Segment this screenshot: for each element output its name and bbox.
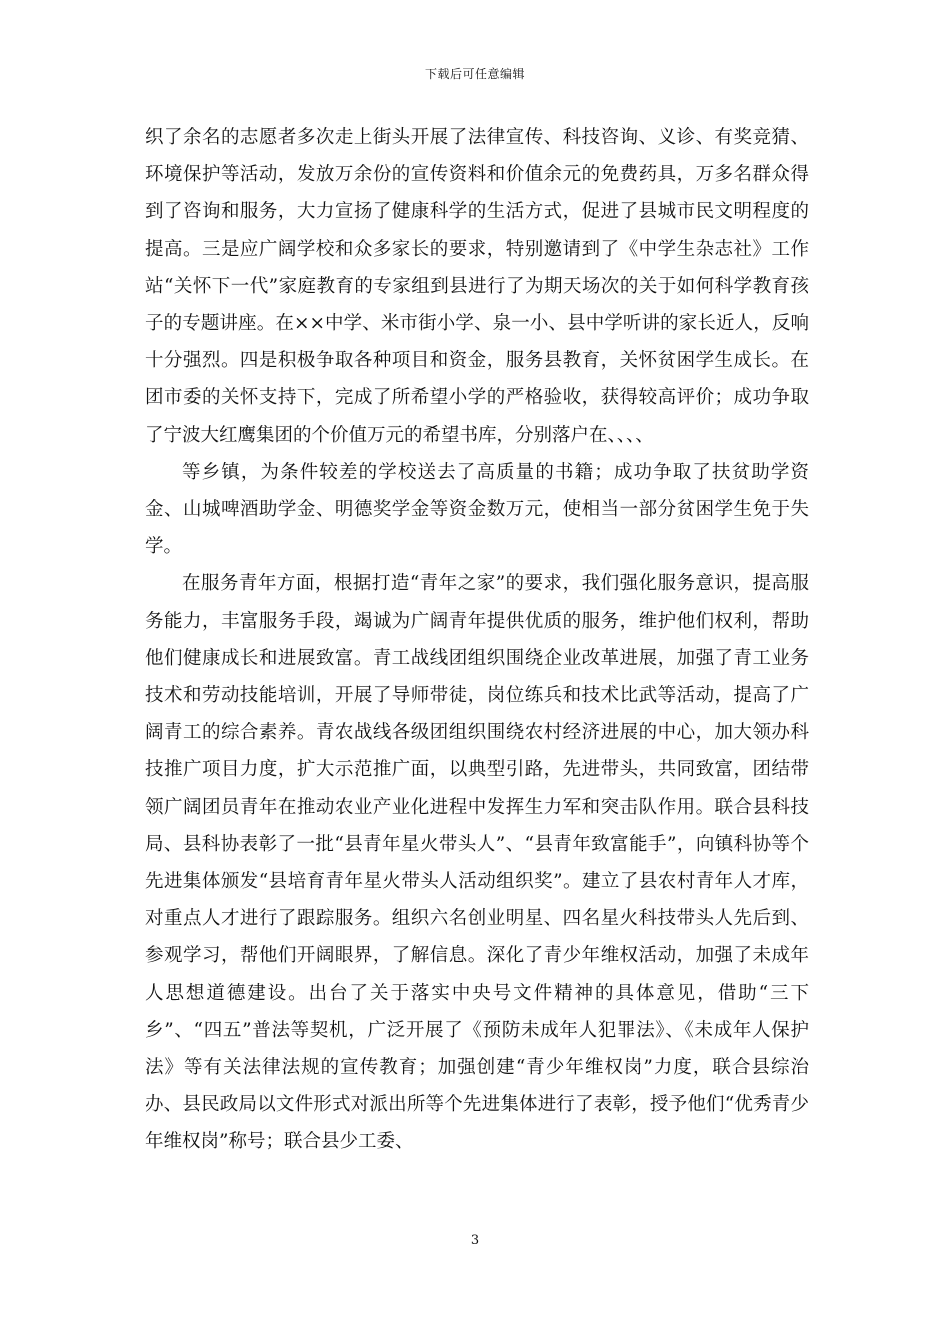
paragraph-continuation: 织了余名的志愿者多次走上街头开展了法律宣传、科技咨询、义诊、有奖竞猜、环境保护等活动，发放万余份的宣传资料和价值余元的免费药具，万多名群众得到了咨询和服务，大力宣扬了健康科学的生活方式，促进了县城市民文明程度的提高。三是应广阔学校和众多家长的要求，特别邀请到了《中学生杂志社》工作站“关怀下一代”家庭教育的专家组到县进行了为期天场次的关于如何科学教育孩子的专题讲座。在××中学、米市街小学、泉一小、县中学听讲的家长近人，反响十分强烈。四是积极争取各种项目和资金，服务县教育，关怀贫困学生成长。在团市委的关怀支持下，完成了所希望小学的严格验收，获得较高评价；成功争取了宁波大红鹰集团的个价值万元的希望书库，分别落户在、、、、 xyxy=(145,127,809,446)
paragraph: 在服务青年方面，根据打造“青年之家”的要求，我们强化服务意识，提高服务能力，丰富服务手段，竭诚为广阔青年提供优质的服务，维护他们权利，帮助他们健康成长和进展致富。青工战线团组织围绕企业改革进展，加强了青工业务技术和劳动技能培训，开展了导师带徒，岗位练兵和技术比武等活动，提高了广阔青工的综合素养。青农战线各级团组织围绕农村经济进展的中心，加大领办科技推广项目力度，扩大示范推广面，以典型引路，先进带头，共同致富，团结带领广阔团员青年在推动农业产业化进程中发挥生力军和突击队作用。联合县科技局、县科协表彰了一批“县青年星火带头人”、“县青年致富能手”，向镇科协等个先进集体颁发“县培育青年星火带头人活动组织奖”。建立了县农村青年人才库，对重点人才进行了跟踪服务。组织六名创业明星、四名星火科技带头人先后到、参观学习，帮他们开阔眼界，了解信息。深化了青少年维权活动，加强了未成年人思想道德建设。出台了关于落实中央号文件精神的具体意见，借助“三下乡”、“四五”普法等契机，广泛开展了《预防未成年人犯罪法》、《未成年人保护法》等有关法律法规的宣传教育；加强创建“青少年维权岗”力度，联合县综治办、县民政局以文件形式对派出所等个先进集体进行了表彰，授予他们“优秀青少年维权岗”称号；联合县少工委、 xyxy=(145,573,809,1153)
document-body xyxy=(145,119,809,1161)
page-number: 3 xyxy=(470,1233,480,1248)
paragraph: 等乡镇，为条件较差的学校送去了高质量的书籍；成功争取了扶贫助学资金、山城啤酒助学金、明德奖学金等资金数万元，使相当一部分贫困学生免于失学。 xyxy=(145,461,809,558)
page-header: 下载后可任意编辑 xyxy=(424,67,525,81)
